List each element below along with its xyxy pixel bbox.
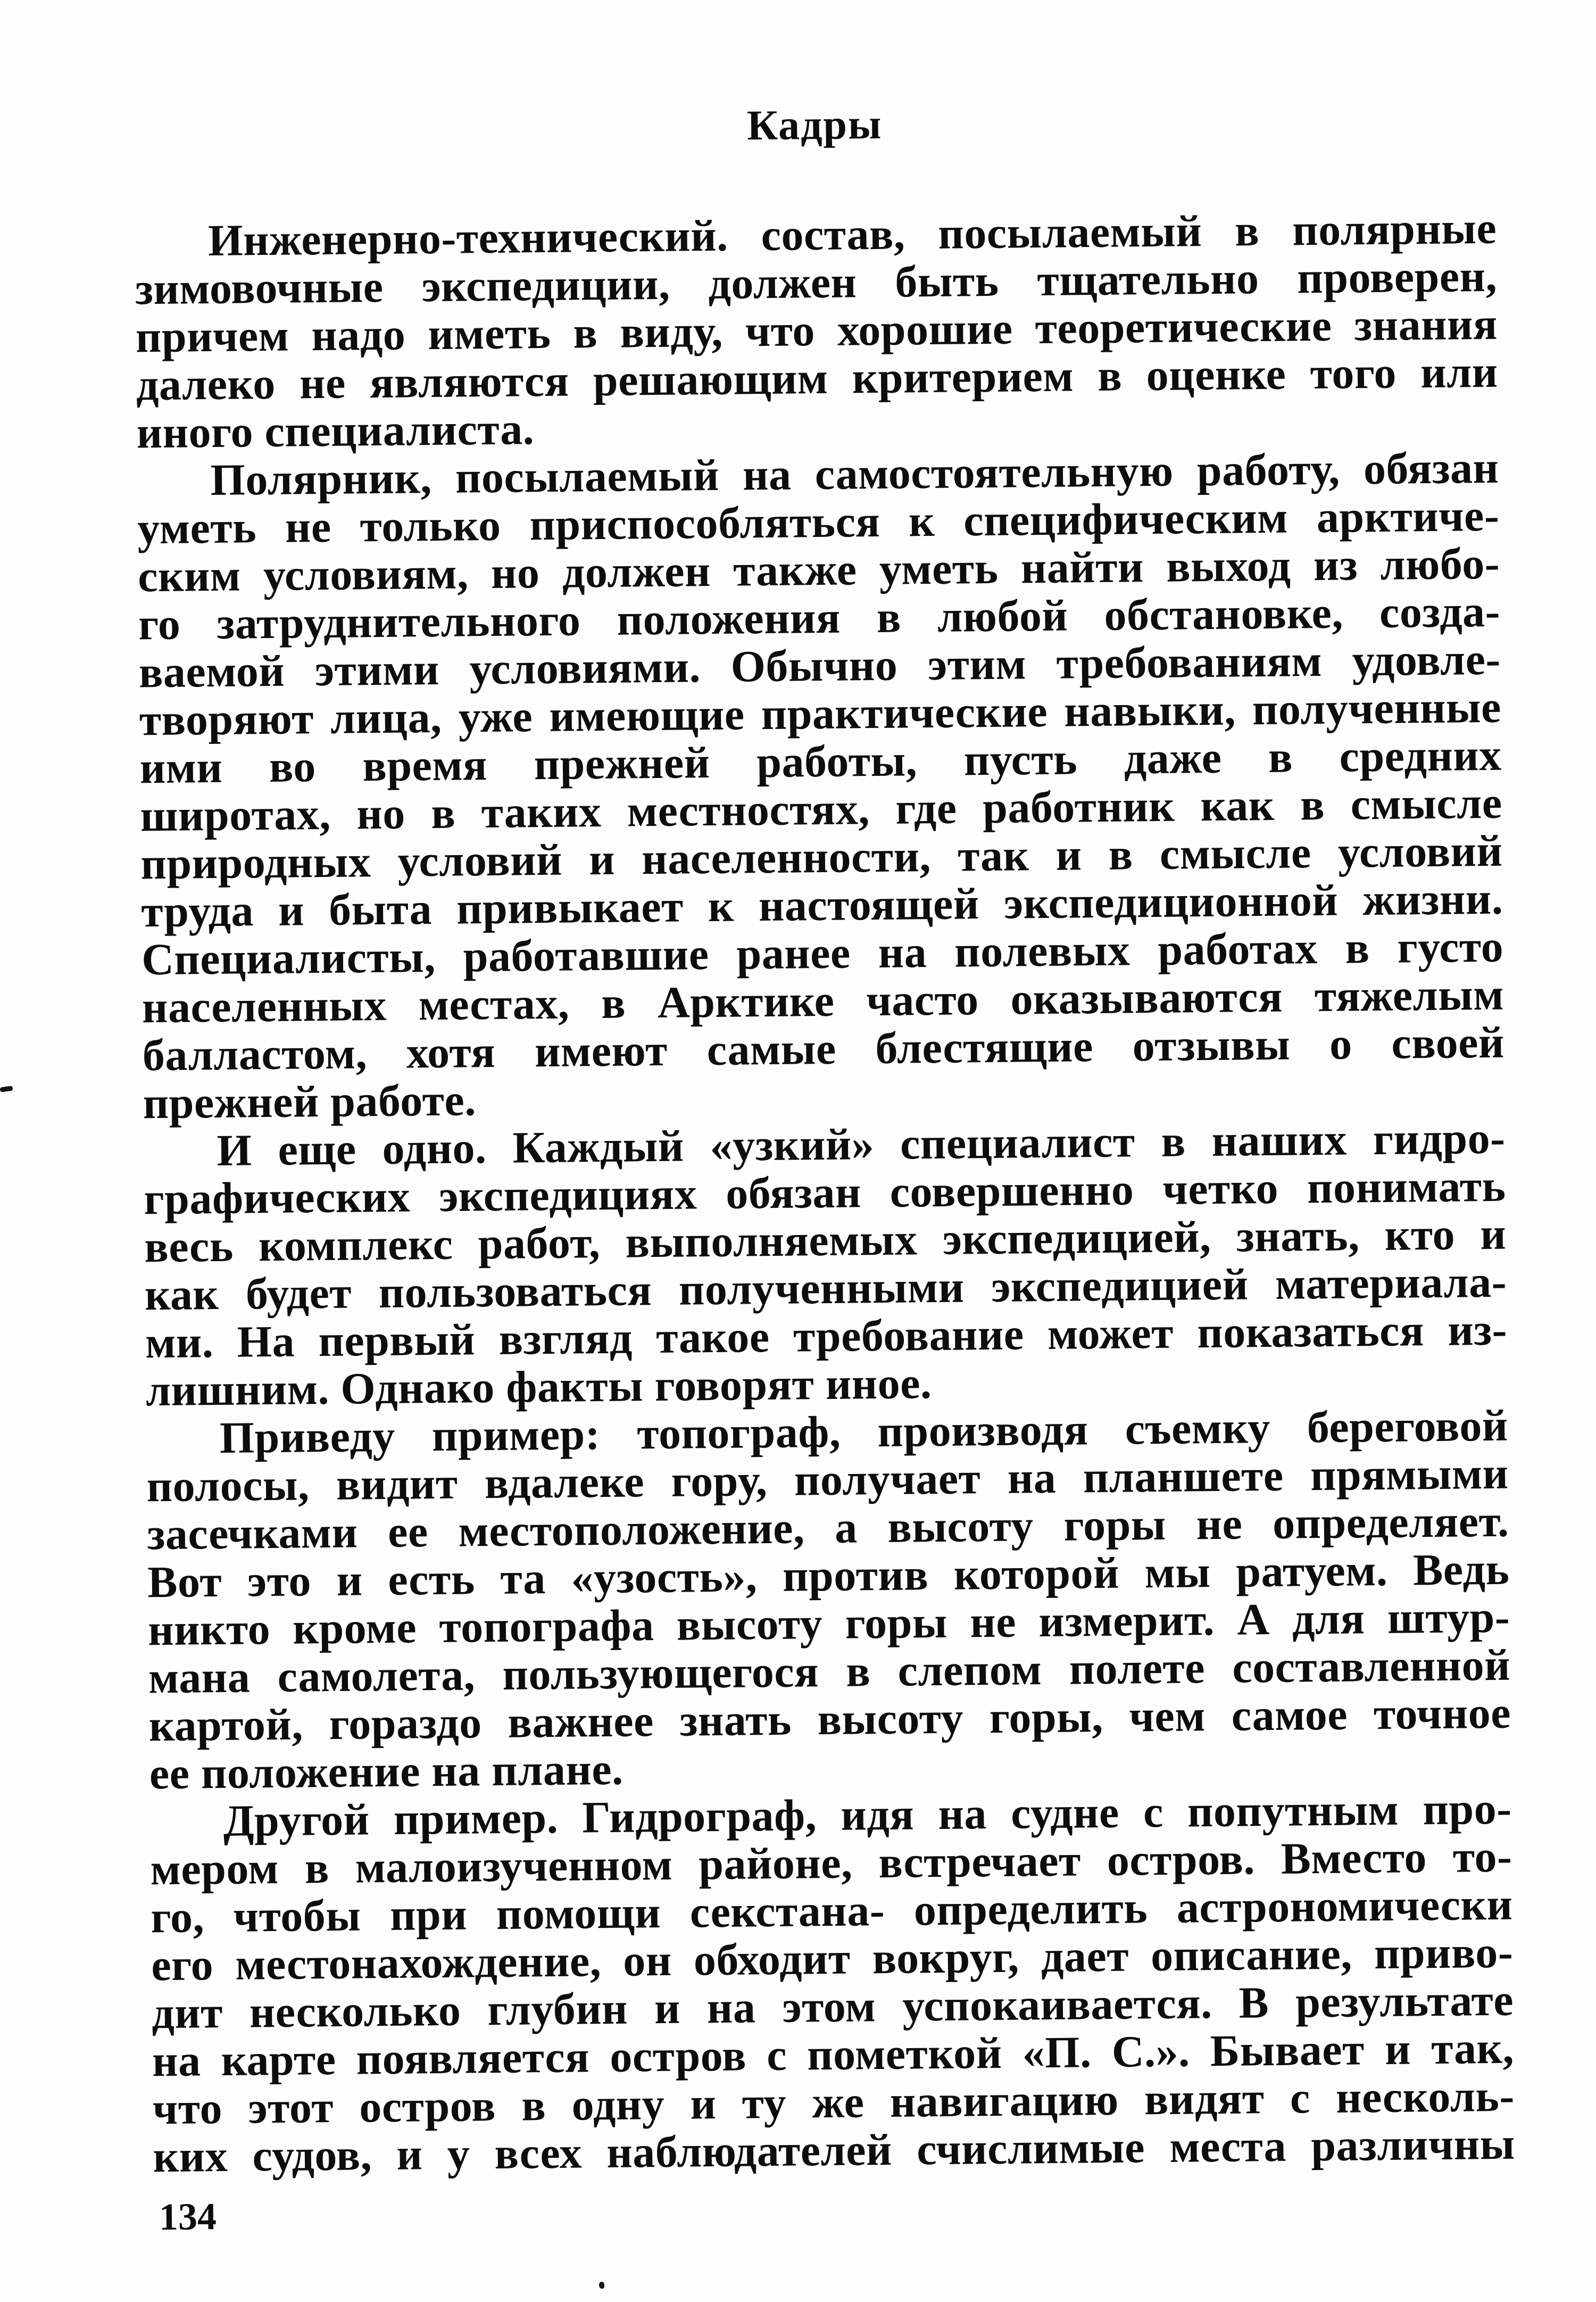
scan-artifact-dash <box>0 1086 13 1092</box>
text-line: балластом, хотя имеют самые блестящие отзывы о своей <box>142 1017 1505 1081</box>
text-line: Инженерно-технический. состав, посылаемый в полярные <box>207 203 1497 266</box>
text-line: Приведу пример: топограф, производя съемку береговой <box>219 1401 1509 1463</box>
text-line: картой, гораздо важнее знать высоту горы, чем самое точное <box>148 1688 1511 1751</box>
text-line: лишним. Однако факты говорят иное. <box>145 1359 932 1416</box>
text-line: что этот остров в одну и ту же навигацию видят с несколь- <box>152 2071 1515 2134</box>
text-line: мером в малоизученном районе, встречает остров. Вместо то- <box>150 1832 1512 1895</box>
scan-artifact-dot <box>599 2282 604 2289</box>
text-line: зимовочные экспедиции, должен быть тщательно проверен, <box>135 251 1498 314</box>
text-line: графических экспедициях обязан совершенно четко понимать <box>144 1161 1506 1224</box>
text-line: ких судов, и у всех наблюдателей счислимые места различны <box>153 2119 1516 2182</box>
text-line: ми. На первый взгляд такое требование может показаться из- <box>145 1305 1508 1368</box>
text-line: причем надо иметь в виду, что хорошие теоретические знания <box>135 299 1498 362</box>
text-line: засечками ее местоположение, а высоту горы не определяет. <box>147 1496 1509 1560</box>
text-line: ским условиям, но должен также уметь найти выход из любо- <box>137 539 1500 602</box>
text-line: полосы, видит вдалеке гору, получает на планшете прямыми <box>146 1448 1509 1512</box>
page-number: 134 <box>159 2195 217 2239</box>
text-line: ими во время прежней работы, пусть даже в средних <box>139 730 1502 793</box>
text-line: го, чтобы при помощи секстана- определить астрономически <box>151 1879 1513 1943</box>
text-line: ее положение на плане. <box>149 1744 624 1799</box>
text-line: уметь не только приспособляться к специфическим арктиче- <box>137 491 1500 554</box>
text-line: населенных местах, в Арктике часто оказываются тяжелым <box>142 970 1504 1033</box>
text-line: широтах, но в таких местностях, где работник как в смысле <box>140 778 1502 841</box>
text-line: иного специалиста. <box>136 404 535 458</box>
paragraph <box>146 1402 1511 1799</box>
text-line: И еще одно. Каждый «узкий» специалист в наших гидро- <box>217 1113 1506 1175</box>
paragraph <box>143 1115 1508 1415</box>
text-line: весь комплекс работ, выполняемых экспедицией, знать, кто и <box>144 1209 1507 1272</box>
text-line: труда и быта привыкает к настоящей экспедиционной жизни. <box>140 874 1503 937</box>
text-line: дит несколько глубин и на этом успокаивается. В результате <box>151 1975 1514 2039</box>
text-line: мана самолета, пользующегося в слепом полете составленной <box>148 1640 1511 1703</box>
text-line: ваемой этими условиями. Обычно этим требованиям удовле- <box>138 634 1501 698</box>
body-text <box>135 205 1515 2181</box>
text-line: прежней работе. <box>143 1075 477 1129</box>
text-line: природных условий и населенности, так и в смысле условий <box>140 826 1503 889</box>
text-line: Другой пример. Гидрограф, идя на судне с попутным про- <box>223 1784 1512 1846</box>
text-line: никто кроме топографа высоту горы не измерит. А для штур- <box>147 1592 1510 1655</box>
text-line: как будет пользоваться полученными экспедицией материала- <box>144 1257 1507 1320</box>
page-content <box>134 97 1516 2239</box>
text-line: Полярник, посылаемый на самостоятельную работу, обязан <box>210 443 1499 506</box>
paragraph <box>149 1785 1515 2182</box>
text-line: его местонахождение, он обходит вокруг, дает описание, приво- <box>151 1927 1514 1991</box>
paragraph <box>135 205 1499 458</box>
text-line: на карте появляется остров с пометкой «П. С.». Бывает и так, <box>152 2023 1515 2086</box>
page-title: Кадры <box>746 101 883 150</box>
text-line: го затруднительного положения в любой обстановке, созда- <box>138 586 1501 650</box>
paragraph <box>137 444 1505 1128</box>
text-line: далеко не являются решающим критерием в оценке того или <box>136 347 1499 410</box>
text-line: Вот это и есть та «узость», против которой мы ратуем. Ведь <box>147 1544 1510 1608</box>
text-line: творяют лица, уже имеющие практические навыки, полученные <box>139 682 1502 746</box>
text-line: Специалисты, работавшие ранее на полевых работах в густо <box>141 922 1504 985</box>
